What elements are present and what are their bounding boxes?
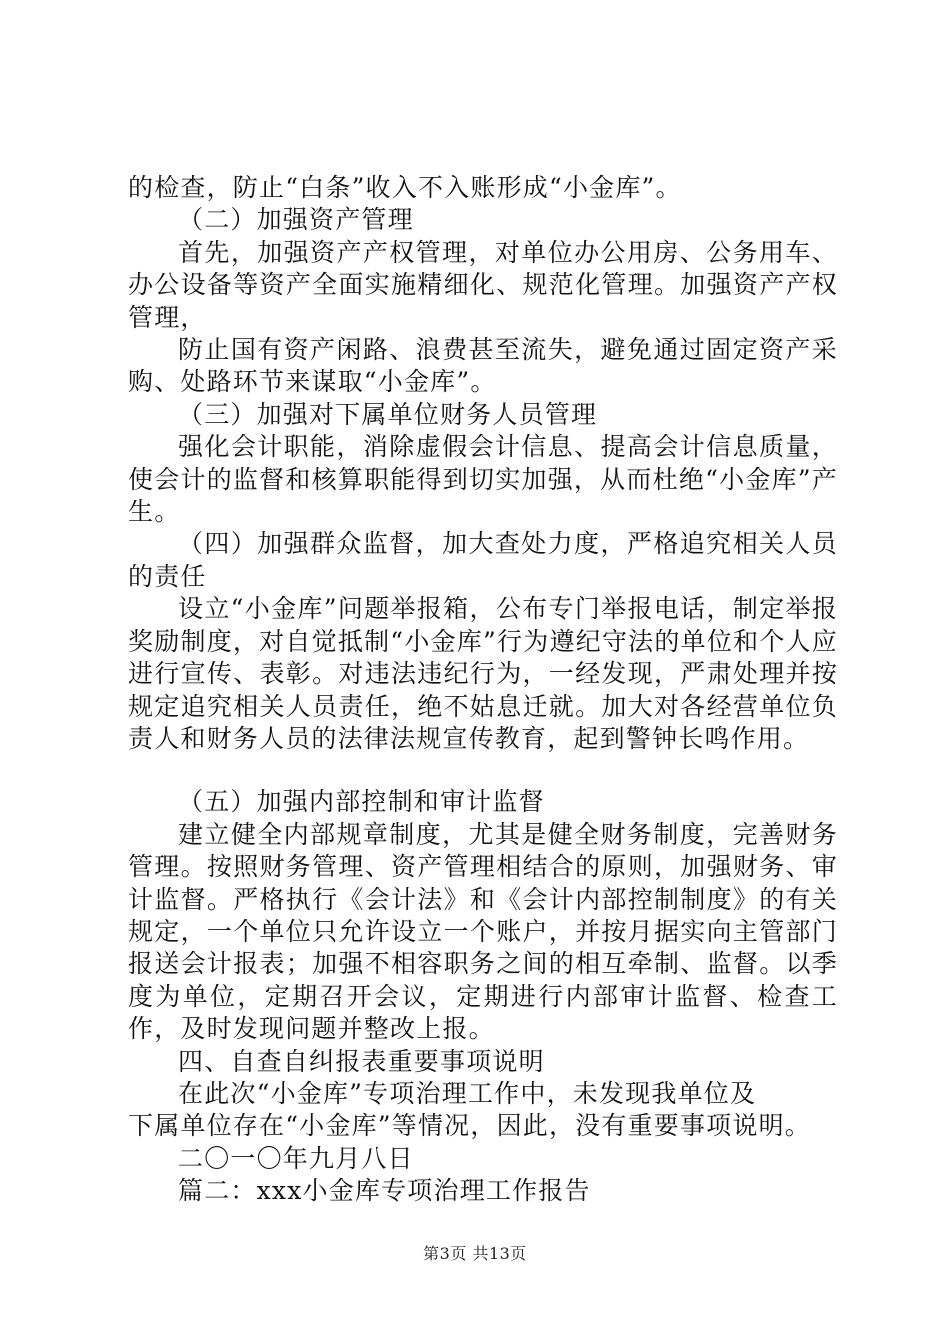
paragraph-internal-rules: 建立健全内部规章制度，尤其是健全财务制度，完善财务管理。按照财务管理、资产管理相结合的原则，加强财务、审计监督。严格执行《会计法》和《会计内部控制制度》的有关规定，一个单位只允许设立一个账户，并按月据实向主管部门报送会计报表；加强不相容职务之间的相互牵制、监督。以季度为单位，定期召开会议，定期进行内部审计监督、检查工作，及时发现问题并整改上报。 xyxy=(128,819,838,1044)
paragraph-finding-continued: 下属单位存在“小金库”等情况，因此，没有重要事项说明。 xyxy=(128,1111,811,1141)
paragraph-report-box: 设立“小金库”问题举报箱，公布专门举报电话，制定举报奖励制度，对自觉抵制“小金库”行为遵纪守法的单位和个人应进行宣传、表彰。对违法违纪行为，一经发现，严肃处理并按规定追究相关人员责任，绝不姑息迁就。加大对各经营单位负责人和财务人员的法律法规宣传教育，起到警钟长鸣作用。 xyxy=(128,594,838,753)
paragraph-accounting: 强化会计职能，消除虚假会计信息、提高会计信息质量，使会计的监督和核算职能得到切实加强，从而杜绝“小金库”产生。 xyxy=(128,432,838,527)
document-date: 二〇一〇年九月八日 xyxy=(178,1143,414,1173)
next-article-title: 篇二：xxx小金库专项治理工作报告 xyxy=(178,1176,591,1206)
page-number: 第3页 共13页 xyxy=(423,1244,527,1263)
paragraph-asset-property: 首先，加强资产产权管理，对单位办公用房、公务用车、办公设备等资产全面实施精细化、规范化管理。加强资产产权管理， xyxy=(128,237,838,332)
page-footer xyxy=(0,1241,950,1264)
document-body xyxy=(128,172,838,1208)
section-heading-internal-control: （五）加强内部控制和审计监督 xyxy=(178,787,545,817)
section-heading-public-supervision: （四）加强群众监督，加大查处力度，严格追究相关人员的责任 xyxy=(128,529,838,591)
paragraph-finding: 在此次“小金库”专项治理工作中，未发现我单位及 xyxy=(178,1078,757,1108)
section-heading-self-check: 四、自查自纠报表重要事项说明 xyxy=(178,1046,545,1076)
paragraph-prevent-loss: 防止国有资产闲路、浪费甚至流失，避免通过固定资产采购、处路环节来谋取“小金库”。 xyxy=(128,335,838,397)
section-heading-finance-staff: （三）加强对下属单位财务人员管理 xyxy=(178,399,598,429)
section-heading-asset-management: （二）加强资产管理 xyxy=(178,205,414,235)
paragraph-continuation: 的检查，防止“白条”收入不入账形成“小金库”。 xyxy=(128,173,682,202)
